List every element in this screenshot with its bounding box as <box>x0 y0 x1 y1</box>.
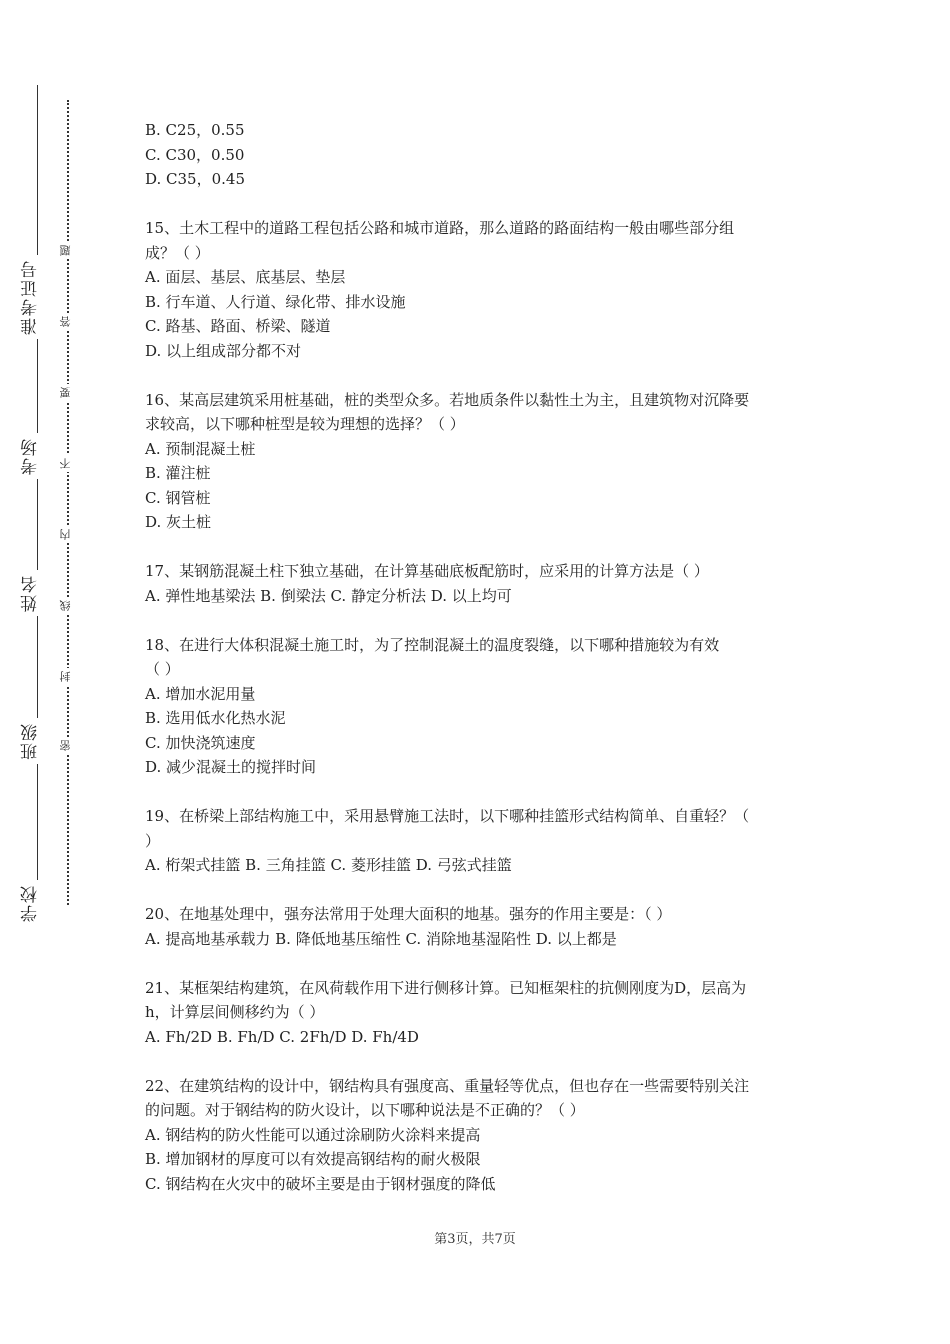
option: D. 以上组成部分都不对 <box>145 341 302 360</box>
option: D. 减少混凝土的搅拌时间 <box>145 758 317 776</box>
label-exam-room: 考场 <box>18 433 56 479</box>
option: C. 钢管桩 <box>145 488 211 507</box>
question-stem: 20、在地基处理中，强夯法常用于处理大面积的地基。强夯的作用主要是：（ ） <box>145 905 672 923</box>
option: C. 路基、路面、桥梁、隧道 <box>145 317 331 335</box>
label-class: 班级 <box>18 718 56 764</box>
question-15 <box>145 216 815 363</box>
option: C. C30，0.50 <box>145 145 245 164</box>
question-stem: ） <box>145 831 161 850</box>
seal-char-yao: 要 <box>58 384 78 401</box>
option: A. 钢结构的防火性能可以通过涂刷防火涂料来提高 <box>145 1125 481 1144</box>
question-16 <box>145 388 815 535</box>
option: B. 行车道、人行道、绿化带、排水设施 <box>145 292 406 311</box>
seal-dotted-line <box>67 100 69 905</box>
option: A. 提高地基承载力 B. 降低地基压缩性 C. 消除地基湿陷性 D. 以上都是 <box>145 929 617 948</box>
question-stem: 18、在进行大体积混凝土施工时，为了控制混凝土的温度裂缝，以下哪种措施较为有效 <box>145 635 720 654</box>
question-stem: h，计算层间侧移约为（ ） <box>145 1003 325 1021</box>
question-17 <box>145 559 815 608</box>
question-list <box>145 118 815 1221</box>
seal-char-bu: 不 <box>58 455 78 472</box>
option: A. 面层、基层、底基层、垫层 <box>145 268 346 286</box>
option: A. 预制混凝土桩 <box>145 439 256 458</box>
option: C. 钢结构在火灾中的破坏主要是由于钢材强度的降低 <box>145 1174 496 1193</box>
label-school: 学校 <box>18 880 56 926</box>
question-22 <box>145 1074 815 1197</box>
question-19 <box>145 804 815 878</box>
label-name: 姓名 <box>18 570 56 616</box>
question-stem: 21、某框架结构建筑，在风荷载作用下进行侧移计算。已知框架柱的抗侧刚度为D，层高为 <box>145 978 747 997</box>
question-21 <box>145 976 815 1050</box>
label-admission-number: 准考证号 <box>18 255 56 339</box>
seal-char-mi: 密 <box>58 737 78 754</box>
question-stem: 15、土木工程中的道路工程包括公路和城市道路，那么道路的路面结构一般由哪些部分组 <box>145 219 735 237</box>
seal-char-ti: 题 <box>58 242 78 259</box>
question-stem: 16、某高层建筑采用桩基础，桩的类型众多。若地质条件以黏性土为主，且建筑物对沉降要 <box>145 390 750 409</box>
seal-char-nei: 内 <box>58 526 78 543</box>
question-stem: 19、在桥梁上部结构施工中，采用悬臂施工法时，以下哪种挂篮形式结构简单、自重轻？（ <box>145 807 750 825</box>
question-20 <box>145 902 815 951</box>
question-stem: 17、某钢筋混凝土柱下独立基础，在计算基础底板配筋时，应采用的计算方法是（ ） <box>145 562 709 580</box>
option: B. 灌注桩 <box>145 464 211 482</box>
option: B. C25，0.55 <box>145 121 245 139</box>
option: A. 桁架式挂篮 B. 三角挂篮 C. 菱形挂篮 D. 弓弦式挂篮 <box>145 856 512 874</box>
question-stem: （ ） <box>145 660 180 678</box>
option: A. Fh/2D B. Fh/D C. 2Fh/D D. Fh/4D <box>145 1027 419 1046</box>
question-stem: 22、在建筑结构的设计中，钢结构具有强度高、重量轻等优点，但也存在一些需要特别关注 <box>145 1076 750 1095</box>
page-number: 第3页，共7页 <box>434 1232 516 1247</box>
option: A. 增加水泥用量 <box>145 684 256 703</box>
option: D. 灰土桩 <box>145 513 212 531</box>
option: D. C35，0.45 <box>145 170 245 188</box>
option: B. 增加钢材的厚度可以有效提高钢结构的耐火极限 <box>145 1150 481 1168</box>
binding-line <box>37 85 38 905</box>
question-18 <box>145 633 815 780</box>
question-stem: 成？（ ） <box>145 243 210 262</box>
option: B. 选用低水化热水泥 <box>145 709 286 727</box>
question-stem: 求较高，以下哪种桩型是较为理想的选择？（ ） <box>145 415 465 433</box>
seal-char-da: 答 <box>58 313 78 330</box>
question-stem: 的问题。对于钢结构的防火设计，以下哪种说法是不正确的？（ ） <box>145 1101 585 1119</box>
question-14-continued <box>145 118 815 192</box>
option: A. 弹性地基梁法 B. 倒梁法 C. 静定分析法 D. 以上均可 <box>145 586 512 605</box>
seal-char-xian: 线 <box>58 597 78 614</box>
seal-char-feng: 封 <box>58 668 78 685</box>
option: C. 加快浇筑速度 <box>145 733 256 752</box>
